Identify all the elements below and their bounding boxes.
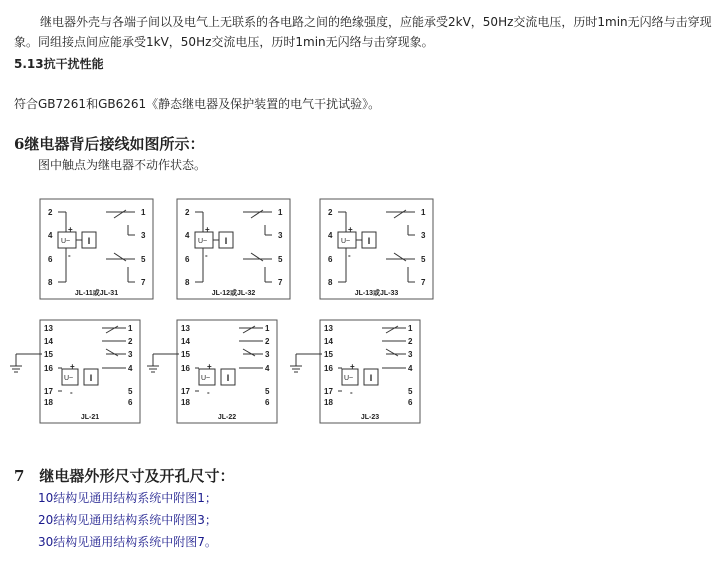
- pin-label: 6: [185, 255, 190, 264]
- plus-sign: +: [350, 362, 355, 371]
- diagram-caption: JL-12或JL-32: [211, 290, 256, 297]
- diagram-frame: [177, 199, 290, 299]
- pin-label: 6: [265, 398, 270, 407]
- relay-label: I: [87, 236, 91, 246]
- diagram-caption: JL-13或JL-33: [354, 290, 399, 297]
- minus-sign: -: [350, 388, 353, 397]
- minus-sign: -: [348, 251, 351, 260]
- pin-label: 4: [408, 364, 413, 373]
- pin-label: 4: [185, 231, 190, 240]
- pin-label: 2: [48, 208, 53, 217]
- diagram-frame: [320, 199, 433, 299]
- relay-label: I: [367, 236, 371, 246]
- pin-label: 1: [421, 208, 426, 217]
- minus-sign: -: [205, 251, 208, 260]
- input-label: U~: [61, 238, 71, 245]
- pin-label: 1: [265, 324, 270, 333]
- section-7-item-1: 10结构见通用结构系统中附图1；: [38, 491, 217, 505]
- relay-label: I: [89, 373, 93, 383]
- input-label: U~: [341, 238, 351, 245]
- section-5-13-heading: 5.13抗干扰性能: [14, 57, 104, 71]
- pin-label: 6: [328, 255, 333, 264]
- pin-label: 13: [181, 324, 190, 333]
- pin-label: 1: [141, 208, 146, 217]
- pin-label: 6: [408, 398, 413, 407]
- section-7-item-3: 30结构见通用结构系统中附图7。: [38, 535, 217, 549]
- relay-diagram: [147, 320, 277, 423]
- plus-sign: +: [348, 225, 353, 234]
- diagram-caption: JL-21: [80, 414, 100, 421]
- relay-diagram: [320, 199, 433, 299]
- pin-label: 16: [44, 364, 53, 373]
- input-label: U~: [198, 238, 208, 245]
- pin-label: 5: [421, 255, 426, 264]
- pin-label: 3: [265, 350, 270, 359]
- pin-label: 7: [421, 278, 426, 287]
- pin-label: 13: [44, 324, 53, 333]
- section-7-item-2: 20结构见通用结构系统中附图3；: [38, 513, 217, 527]
- pin-label: 18: [44, 398, 53, 407]
- plus-sign: +: [70, 362, 75, 371]
- pin-label: 8: [185, 278, 190, 287]
- input-label: U~: [344, 375, 354, 382]
- diagram-caption: JL-23: [360, 414, 380, 421]
- pin-label: 2: [408, 337, 413, 346]
- plus-sign: +: [68, 225, 73, 234]
- diagram-caption: JL-11或JL-31: [74, 290, 119, 297]
- relay-diagram: [40, 199, 153, 299]
- pin-label: 3: [408, 350, 413, 359]
- relay-label: I: [226, 373, 230, 383]
- pin-label: 5: [408, 387, 413, 396]
- pin-label: 2: [128, 337, 133, 346]
- pin-label: 15: [324, 350, 333, 359]
- relay-diagram: [290, 320, 420, 423]
- pin-label: 8: [48, 278, 53, 287]
- section-6-heading: 6继电器背后接线如图所示：: [14, 135, 205, 153]
- pin-label: 14: [44, 337, 53, 346]
- section-7-heading: 7 继电器外形尺寸及开孔尺寸：: [14, 467, 235, 485]
- pin-label: 6: [128, 398, 133, 407]
- pin-label: 6: [48, 255, 53, 264]
- pin-label: 3: [128, 350, 133, 359]
- pin-label: 4: [265, 364, 270, 373]
- pin-label: 1: [278, 208, 283, 217]
- pin-label: 13: [324, 324, 333, 333]
- pin-label: 7: [141, 278, 146, 287]
- section-6-note: 图中触点为继电器不动作状态。: [38, 158, 207, 172]
- pin-label: 1: [128, 324, 133, 333]
- minus-sign: -: [68, 251, 71, 260]
- pin-label: 3: [278, 231, 283, 240]
- intro-line-1: 继电器外壳与各端子间以及电气上无联系的各电路之间的绝缘强度，应能承受2kV，50Hz交流电压，历时1min无闪络与击穿现: [40, 15, 712, 29]
- pin-label: 18: [181, 398, 190, 407]
- pin-label: 18: [324, 398, 333, 407]
- pin-label: 16: [324, 364, 333, 373]
- plus-sign: +: [205, 225, 210, 234]
- pin-label: 15: [44, 350, 53, 359]
- pin-label: 5: [278, 255, 283, 264]
- relay-label: I: [369, 373, 373, 383]
- compliance-text: 符合GB7261和GB6261《静态继电器及保护装置的电气干扰试验》。: [14, 97, 381, 111]
- pin-label: 4: [328, 231, 333, 240]
- plus-sign: +: [207, 362, 212, 371]
- pin-label: 17: [44, 387, 53, 396]
- pin-label: 4: [48, 231, 53, 240]
- minus-sign: -: [207, 388, 210, 397]
- pin-label: 2: [265, 337, 270, 346]
- diagram-caption: JL-22: [217, 414, 237, 421]
- pin-label: 16: [181, 364, 190, 373]
- diagram-frame: [40, 199, 153, 299]
- pin-label: 7: [278, 278, 283, 287]
- pin-label: 2: [328, 208, 333, 217]
- pin-label: 4: [128, 364, 133, 373]
- pin-label: 8: [328, 278, 333, 287]
- pin-label: 5: [141, 255, 146, 264]
- pin-label: 5: [128, 387, 133, 396]
- input-label: U~: [64, 375, 74, 382]
- pin-label: 2: [185, 208, 190, 217]
- pin-label: 14: [324, 337, 333, 346]
- pin-label: 3: [141, 231, 146, 240]
- relay-label: I: [224, 236, 228, 246]
- pin-label: 17: [181, 387, 190, 396]
- pin-label: 5: [265, 387, 270, 396]
- intro-line-2: 象。同组接点间应能承受1kV，50Hz交流电压，历时1min无闪络与击穿现象。: [14, 35, 434, 49]
- pin-label: 14: [181, 337, 190, 346]
- input-label: U~: [201, 375, 211, 382]
- relay-diagram: [10, 320, 140, 423]
- relay-diagram: [177, 199, 290, 299]
- minus-sign: -: [70, 388, 73, 397]
- pin-label: 1: [408, 324, 413, 333]
- pin-label: 15: [181, 350, 190, 359]
- pin-label: 17: [324, 387, 333, 396]
- pin-label: 3: [421, 231, 426, 240]
